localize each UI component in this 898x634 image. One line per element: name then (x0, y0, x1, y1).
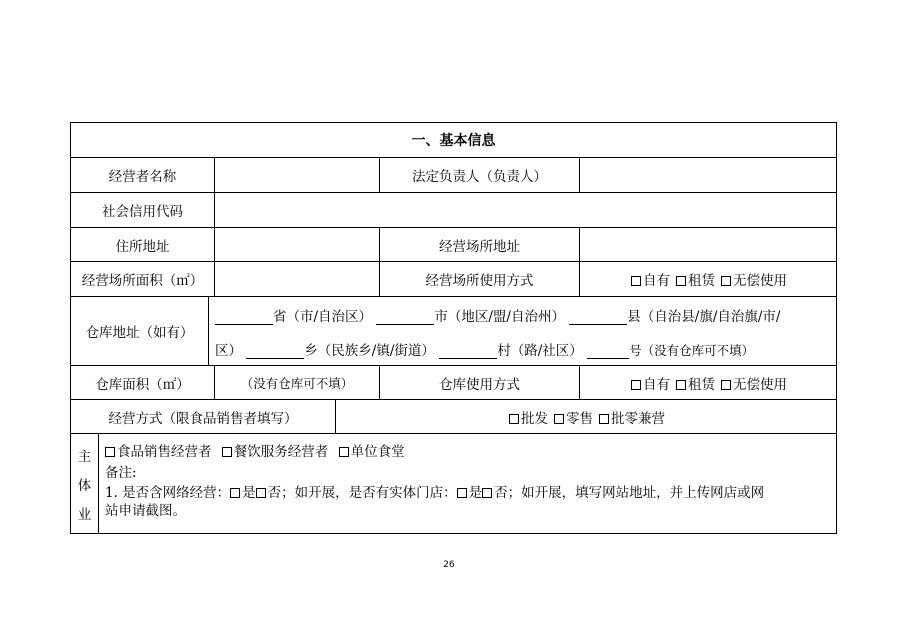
subject-type-food-sales[interactable]: 食品销售经营者 (105, 444, 212, 460)
operator-row (71, 157, 836, 192)
address-line-1: 省（市/自治区） 市（地区/盟/自治州） 县（自治县/旗/自治旗/市/ (215, 305, 780, 325)
operator-name-field[interactable] (214, 158, 379, 192)
business-area-row (71, 261, 836, 296)
warehouse-option-free[interactable]: 无偿使用 (721, 373, 787, 393)
checkbox-icon (676, 380, 686, 390)
warehouse-area-field[interactable]: （没有仓库可不填） (214, 366, 379, 399)
address-line-2: 区） 乡（民族乡/镇/街道） 村（路/社区） 号（没有仓库可不填） (215, 343, 755, 359)
checkbox-icon (721, 380, 731, 390)
business-mode-row (71, 399, 836, 433)
usage-mode-options (579, 262, 838, 296)
warehouse-area-label: 仓库面积（㎡） (95, 376, 190, 393)
county-blank[interactable] (569, 311, 627, 325)
usage-option-free[interactable]: 无偿使用 (721, 269, 787, 289)
checkbox-icon (676, 276, 686, 286)
checkbox-icon (599, 414, 609, 424)
credit-code-field[interactable] (214, 193, 838, 227)
town-blank[interactable] (246, 345, 304, 359)
store-no-checkbox[interactable] (482, 488, 492, 498)
checkbox-icon (554, 414, 564, 424)
business-area-field[interactable] (214, 262, 379, 296)
subject-content (98, 434, 836, 534)
subject-vertical-label: 主 体 业 (77, 448, 92, 524)
usage-mode-label: 经营场所使用方式 (379, 262, 579, 296)
subject-row (71, 433, 836, 534)
note-line-2: 站申请截图。 (105, 503, 186, 519)
subject-type-canteen[interactable]: 单位食堂 (339, 444, 405, 460)
address-row (71, 227, 836, 261)
note-line-1: 1. 是否含网络经营： 是 否；如开展，是否有实体门店： 是 否；如开展，填写网站地址，并上传网店或网 (105, 485, 765, 501)
credit-code-row (71, 192, 836, 227)
note-label: 备注: (105, 465, 137, 481)
mode-option-wholesale[interactable]: 批发 (509, 407, 548, 427)
checkbox-icon (509, 414, 519, 424)
warehouse-option-own[interactable]: 自有 (631, 373, 670, 393)
business-address-label: 经营场所地址 (379, 228, 579, 261)
province-blank[interactable] (215, 311, 273, 325)
warehouse-address-label: 仓库地址（如有） (85, 325, 194, 341)
residence-label: 住所地址 (115, 238, 170, 255)
checkbox-icon (339, 447, 349, 457)
credit-code-label: 社会信用代码 (102, 204, 183, 220)
page-number: 26 (443, 560, 455, 570)
legal-rep-field[interactable] (579, 158, 838, 192)
business-area-label: 经营场所面积（㎡） (81, 273, 204, 289)
warehouse-address-row (71, 296, 836, 365)
mode-option-both[interactable]: 批零兼营 (599, 407, 665, 427)
subject-type-catering[interactable]: 餐饮服务经营者 (222, 444, 329, 460)
residence-field[interactable] (214, 228, 379, 261)
city-blank[interactable] (376, 311, 434, 325)
section-title-row (71, 123, 836, 157)
checkbox-icon (631, 276, 641, 286)
online-yes-checkbox[interactable] (230, 488, 240, 498)
subject-types (105, 442, 830, 463)
mode-option-retail[interactable]: 零售 (554, 407, 593, 427)
checkbox-icon (222, 447, 232, 457)
checkbox-icon (105, 447, 115, 457)
warehouse-usage-label: 仓库使用方式 (379, 366, 579, 399)
warehouse-usage-options (579, 366, 838, 399)
warehouse-option-rent[interactable]: 租赁 (676, 373, 715, 393)
store-yes-checkbox[interactable] (457, 488, 467, 498)
number-blank[interactable] (587, 345, 629, 359)
usage-option-own[interactable]: 自有 (631, 269, 670, 289)
checkbox-icon (631, 380, 641, 390)
operator-name-label: 经营者名称 (108, 169, 177, 185)
business-mode-options (335, 400, 838, 433)
online-no-checkbox[interactable] (256, 488, 266, 498)
business-mode-label: 经营方式（限食品销售者填写） (108, 410, 298, 427)
village-blank[interactable] (439, 345, 497, 359)
legal-rep-label: 法定负责人（负责人） (379, 158, 579, 192)
warehouse-address-field (208, 297, 838, 365)
warehouse-area-row (71, 365, 836, 399)
section-title: 一、基本信息 (411, 133, 496, 149)
usage-option-rent[interactable]: 租赁 (676, 269, 715, 289)
checkbox-icon (721, 276, 731, 286)
basic-info-form (70, 122, 837, 534)
business-address-field[interactable] (579, 228, 838, 261)
